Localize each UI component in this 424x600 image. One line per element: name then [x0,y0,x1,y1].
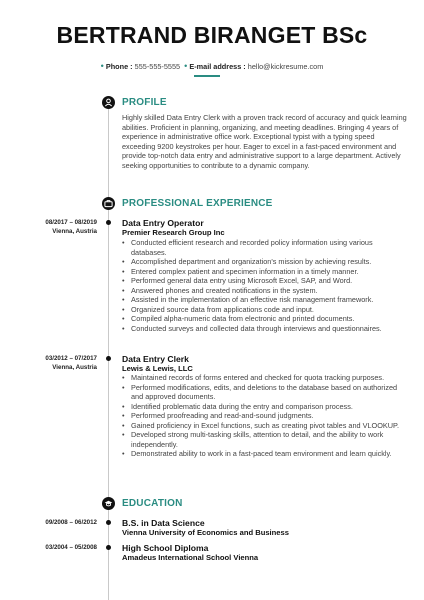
timeline-dot [106,545,111,550]
education-dates: 03/2004 – 05/2008 [45,544,97,551]
duty-item: • Conducted efficient research and recorded policy information using various databases. [122,238,407,257]
bullet-icon: • [100,61,104,71]
briefcase-icon [102,197,115,210]
duty-item: • Identified problematic data during the entry and comparison process. [122,402,407,412]
job-title: Data Entry Operator [122,218,204,228]
profile-heading: PROFILE [122,97,167,108]
duty-item: • Performed proofreading and read-and-sound judgments. [122,411,407,421]
timeline-dot [106,220,111,225]
timeline-dot [106,520,111,525]
education-school: Vienna University of Economics and Business [122,528,289,537]
duty-item: • Answered phones and created notifications in the system. [122,286,407,296]
duty-item: • Accomplished department and organization's mission by achieving results. [122,257,407,267]
duty-item: • Entered complex patient and specimen information in a timely manner. [122,267,407,277]
job-duties [122,373,407,459]
education-degree: High School Diploma [122,543,209,553]
email-label: E-mail address : [189,62,246,71]
duty-item: • Organized source data from applications code and input. [122,305,407,315]
job-location: Vienna, Austria [52,364,97,371]
experience-heading: PROFESSIONAL EXPERIENCE [122,198,273,209]
duty-item: • Performed general data entry using Microsoft Excel, SAP, and Word. [122,276,407,286]
job-employer: Premier Research Group Inc [122,228,225,237]
duty-item: • Performed modifications, edits, and deletions to the database based on authorized and approved documents. [122,383,407,402]
graduation-cap-icon [102,497,115,510]
job-dates: 08/2017 – 08/2019 [45,219,97,226]
email-value: hello@kickresume.com [247,62,324,71]
profile-summary: Highly skilled Data Entry Clerk with a proven track record of accuracy and quick learning abilities. Proficient in planning, organizing, and meeting deadlines. Bringing 4 years of experience in administrative office work. Exceptional typist with a typing speed exceeding 9200 keystrokes per hour. Eager to excel in a fast-paced environment and provide top-notch data entry and administrative support to a large department. Actively seeking opportunities to contribute to a dynamic company. [122,113,407,170]
education-dates: 09/2008 – 06/2012 [45,519,97,526]
accent-divider [194,75,220,77]
duty-item: • Compiled alpha-numeric data from electronic and printed documents. [122,314,407,324]
job-duties [122,238,407,333]
job-title: Data Entry Clerk [122,354,189,364]
bullet-icon: • [184,61,188,71]
phone-label: Phone : [105,62,133,71]
duty-item: • Developed strong multi-tasking skills, attention to detail, and the ability to work independently. [122,430,407,449]
duty-item: • Maintained records of forms entered and checked for quota tracking purposes. [122,373,407,383]
duty-item: • Gained proficiency in Excel functions, such as creating pivot tables and VLOOKUP. [122,421,407,431]
education-degree: B.S. in Data Science [122,518,205,528]
duty-item: • Demonstrated ability to work in a fast-paced team environment and learn quickly. [122,449,407,459]
job-location: Vienna, Austria [52,228,97,235]
phone-value: 555-555-5555 [134,62,181,71]
education-school: Amadeus International School Vienna [122,553,259,562]
contact-line [0,61,424,71]
duty-item: • Conducted surveys and collected data through interviews and questionnaires. [122,324,407,334]
duty-item: • Assisted in the implementation of an effective risk management framework. [122,295,407,305]
education-heading: EDUCATION [122,498,183,509]
job-dates: 03/2012 – 07/2017 [45,355,97,362]
candidate-name: BERTRAND BIRANGET BSc [56,22,368,48]
job-employer: Lewis & Lewis, LLC [122,364,193,373]
person-icon [102,96,115,109]
timeline-dot [106,356,111,361]
